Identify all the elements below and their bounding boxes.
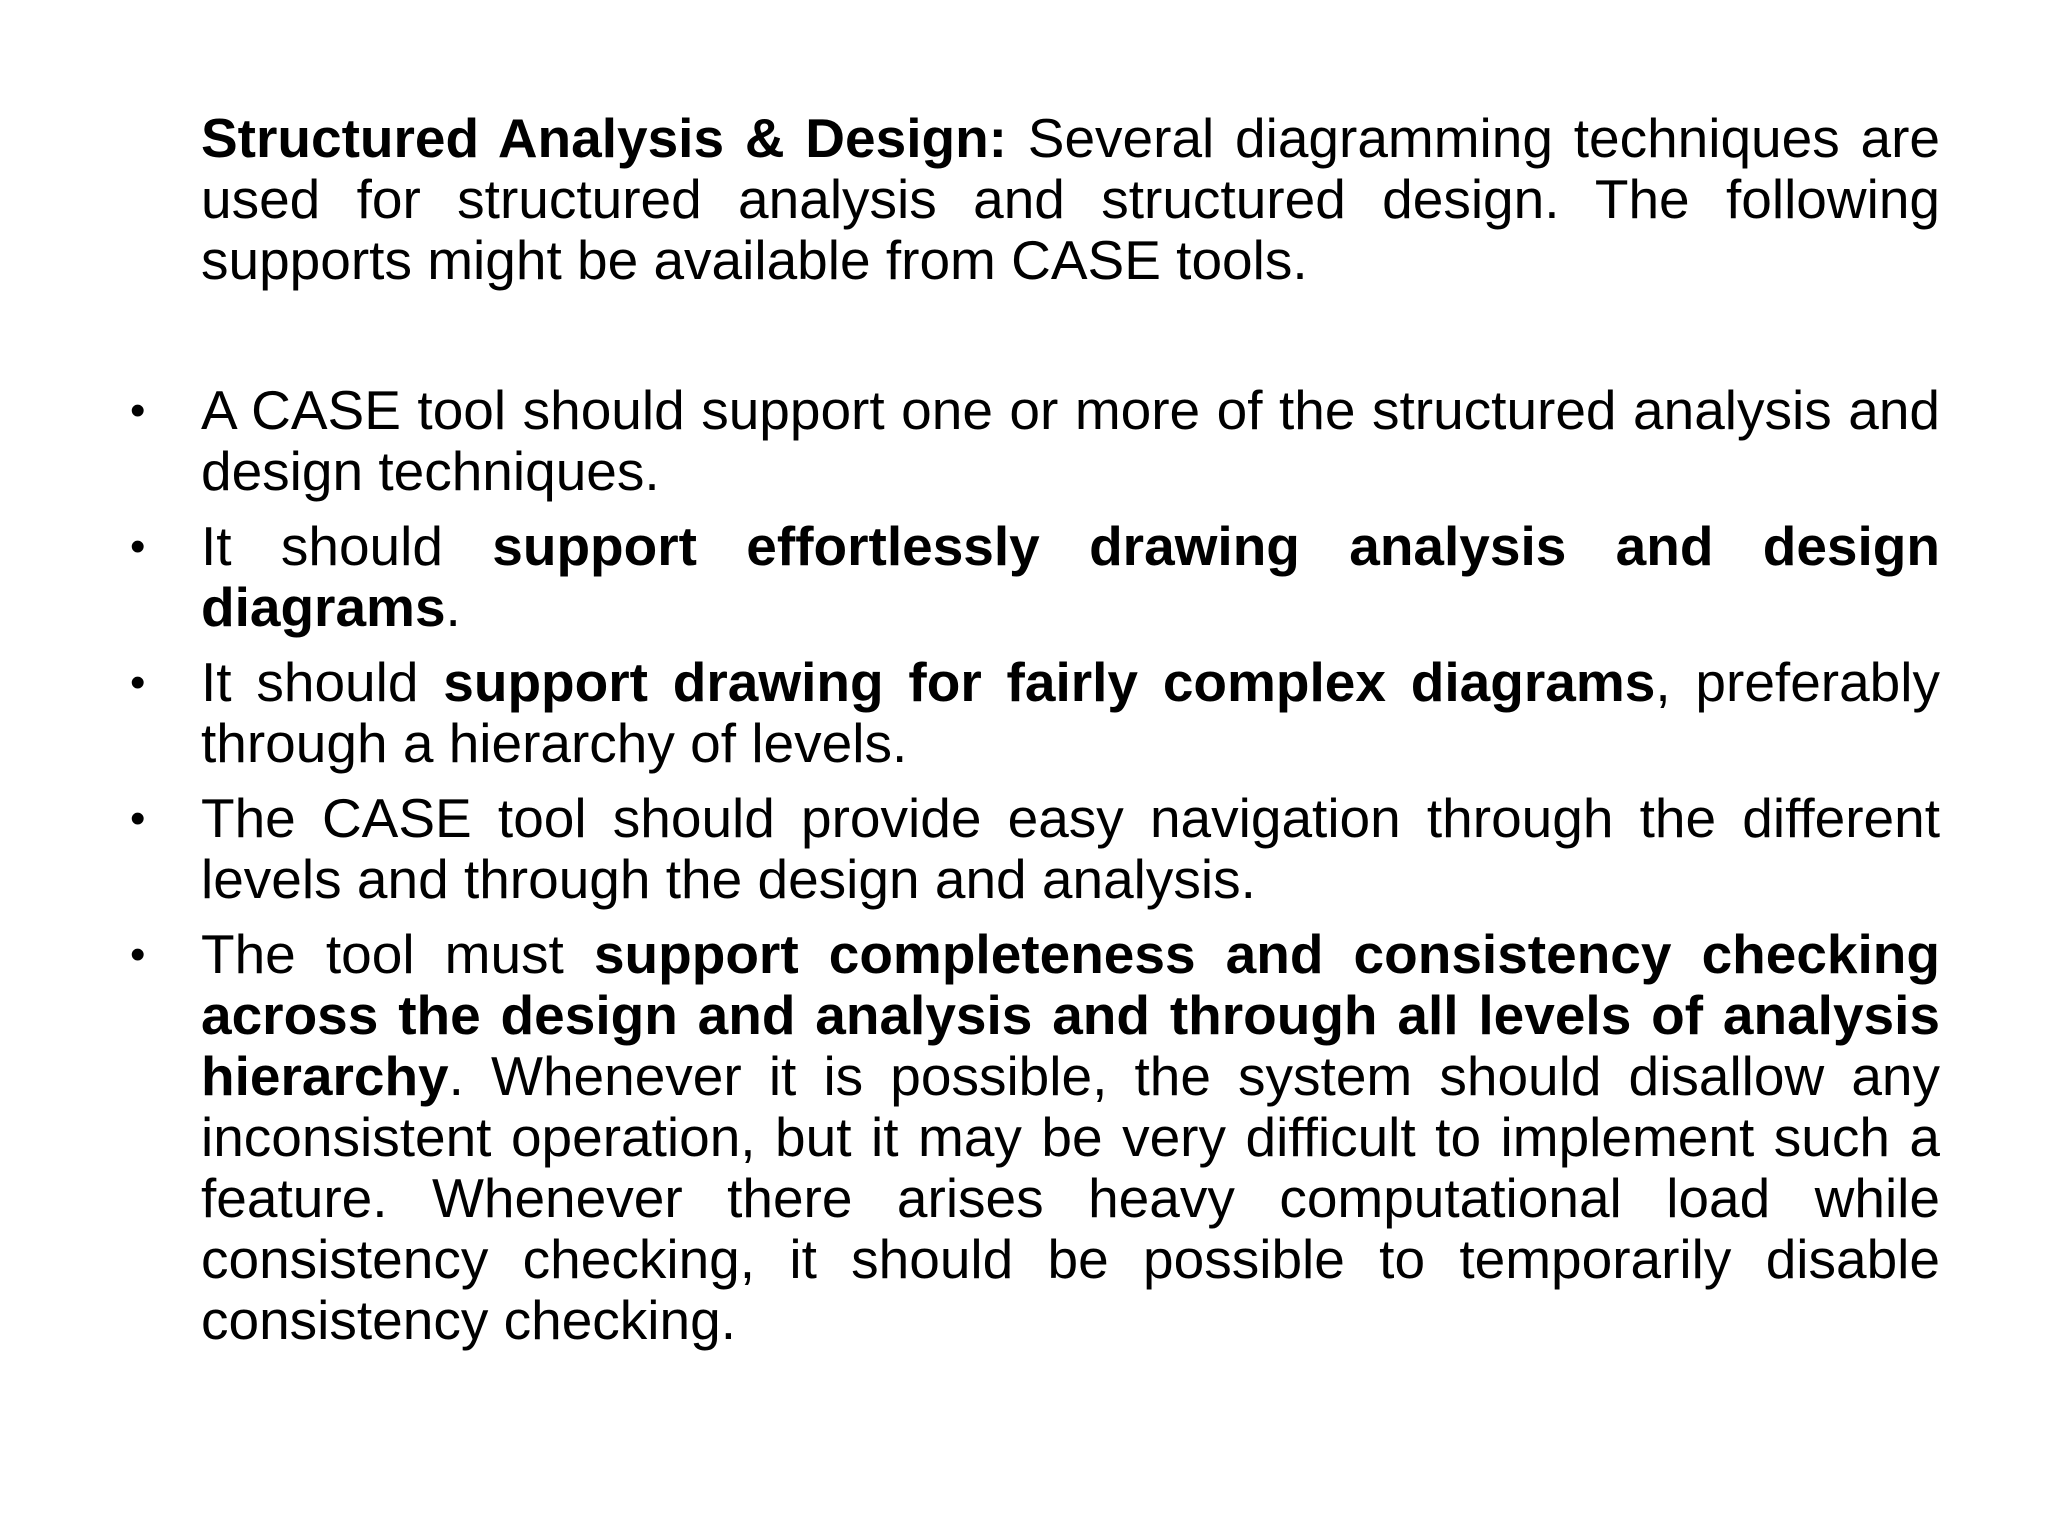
bullet-text: The tool must: [201, 923, 594, 985]
bullet-text-tail: . Whenever it is possible, the system should disallow any inconsistent operation, but it may be very difficult to implement such a feature. Whenever there arises heavy computational load while consistency checking, it should be possible to temporarily disable consistency checking.: [201, 1045, 1940, 1351]
bullet-item: [130, 923, 1940, 1351]
bullet-text: It should: [201, 651, 444, 713]
bullet-icon: •: [130, 522, 146, 571]
bullet-text-tail: , preferably through a hierarchy of levels.: [201, 651, 1940, 774]
bullet-text: It should: [201, 515, 493, 577]
bullet-icon: •: [130, 794, 146, 843]
bullet-bold-text: support effortlessly drawing analysis and design diagrams: [201, 515, 1940, 638]
bullet-icon: •: [130, 930, 146, 979]
bullet-text: The CASE tool should provide easy navigation through the different levels and through the design and analysis.: [201, 787, 1940, 910]
bullet-item: [130, 787, 1940, 910]
bullet-icon: •: [130, 658, 146, 707]
bullet-bold-text: support completeness and consistency checking across the design and analysis and through all levels of analysis hierarchy: [201, 923, 1940, 1107]
bullet-bold-text: support drawing for fairly complex diagrams: [443, 651, 1656, 713]
bullet-icon: •: [130, 386, 146, 435]
bullet-item: [130, 379, 1940, 502]
bullet-text-tail: .: [445, 576, 461, 638]
intro-text: Several diagramming techniques are used for structured analysis and structured design. The following supports might be available from CASE tools.: [201, 107, 1941, 291]
bullet-list: [130, 379, 1940, 1365]
intro-heading: Structured Analysis & Design:: [201, 107, 1007, 169]
intro-paragraph: [201, 108, 1940, 291]
bullet-text: A CASE tool should support one or more of the structured analysis and design techniques.: [201, 379, 1940, 502]
bullet-item: [130, 515, 1940, 638]
bullet-item: [130, 651, 1940, 774]
